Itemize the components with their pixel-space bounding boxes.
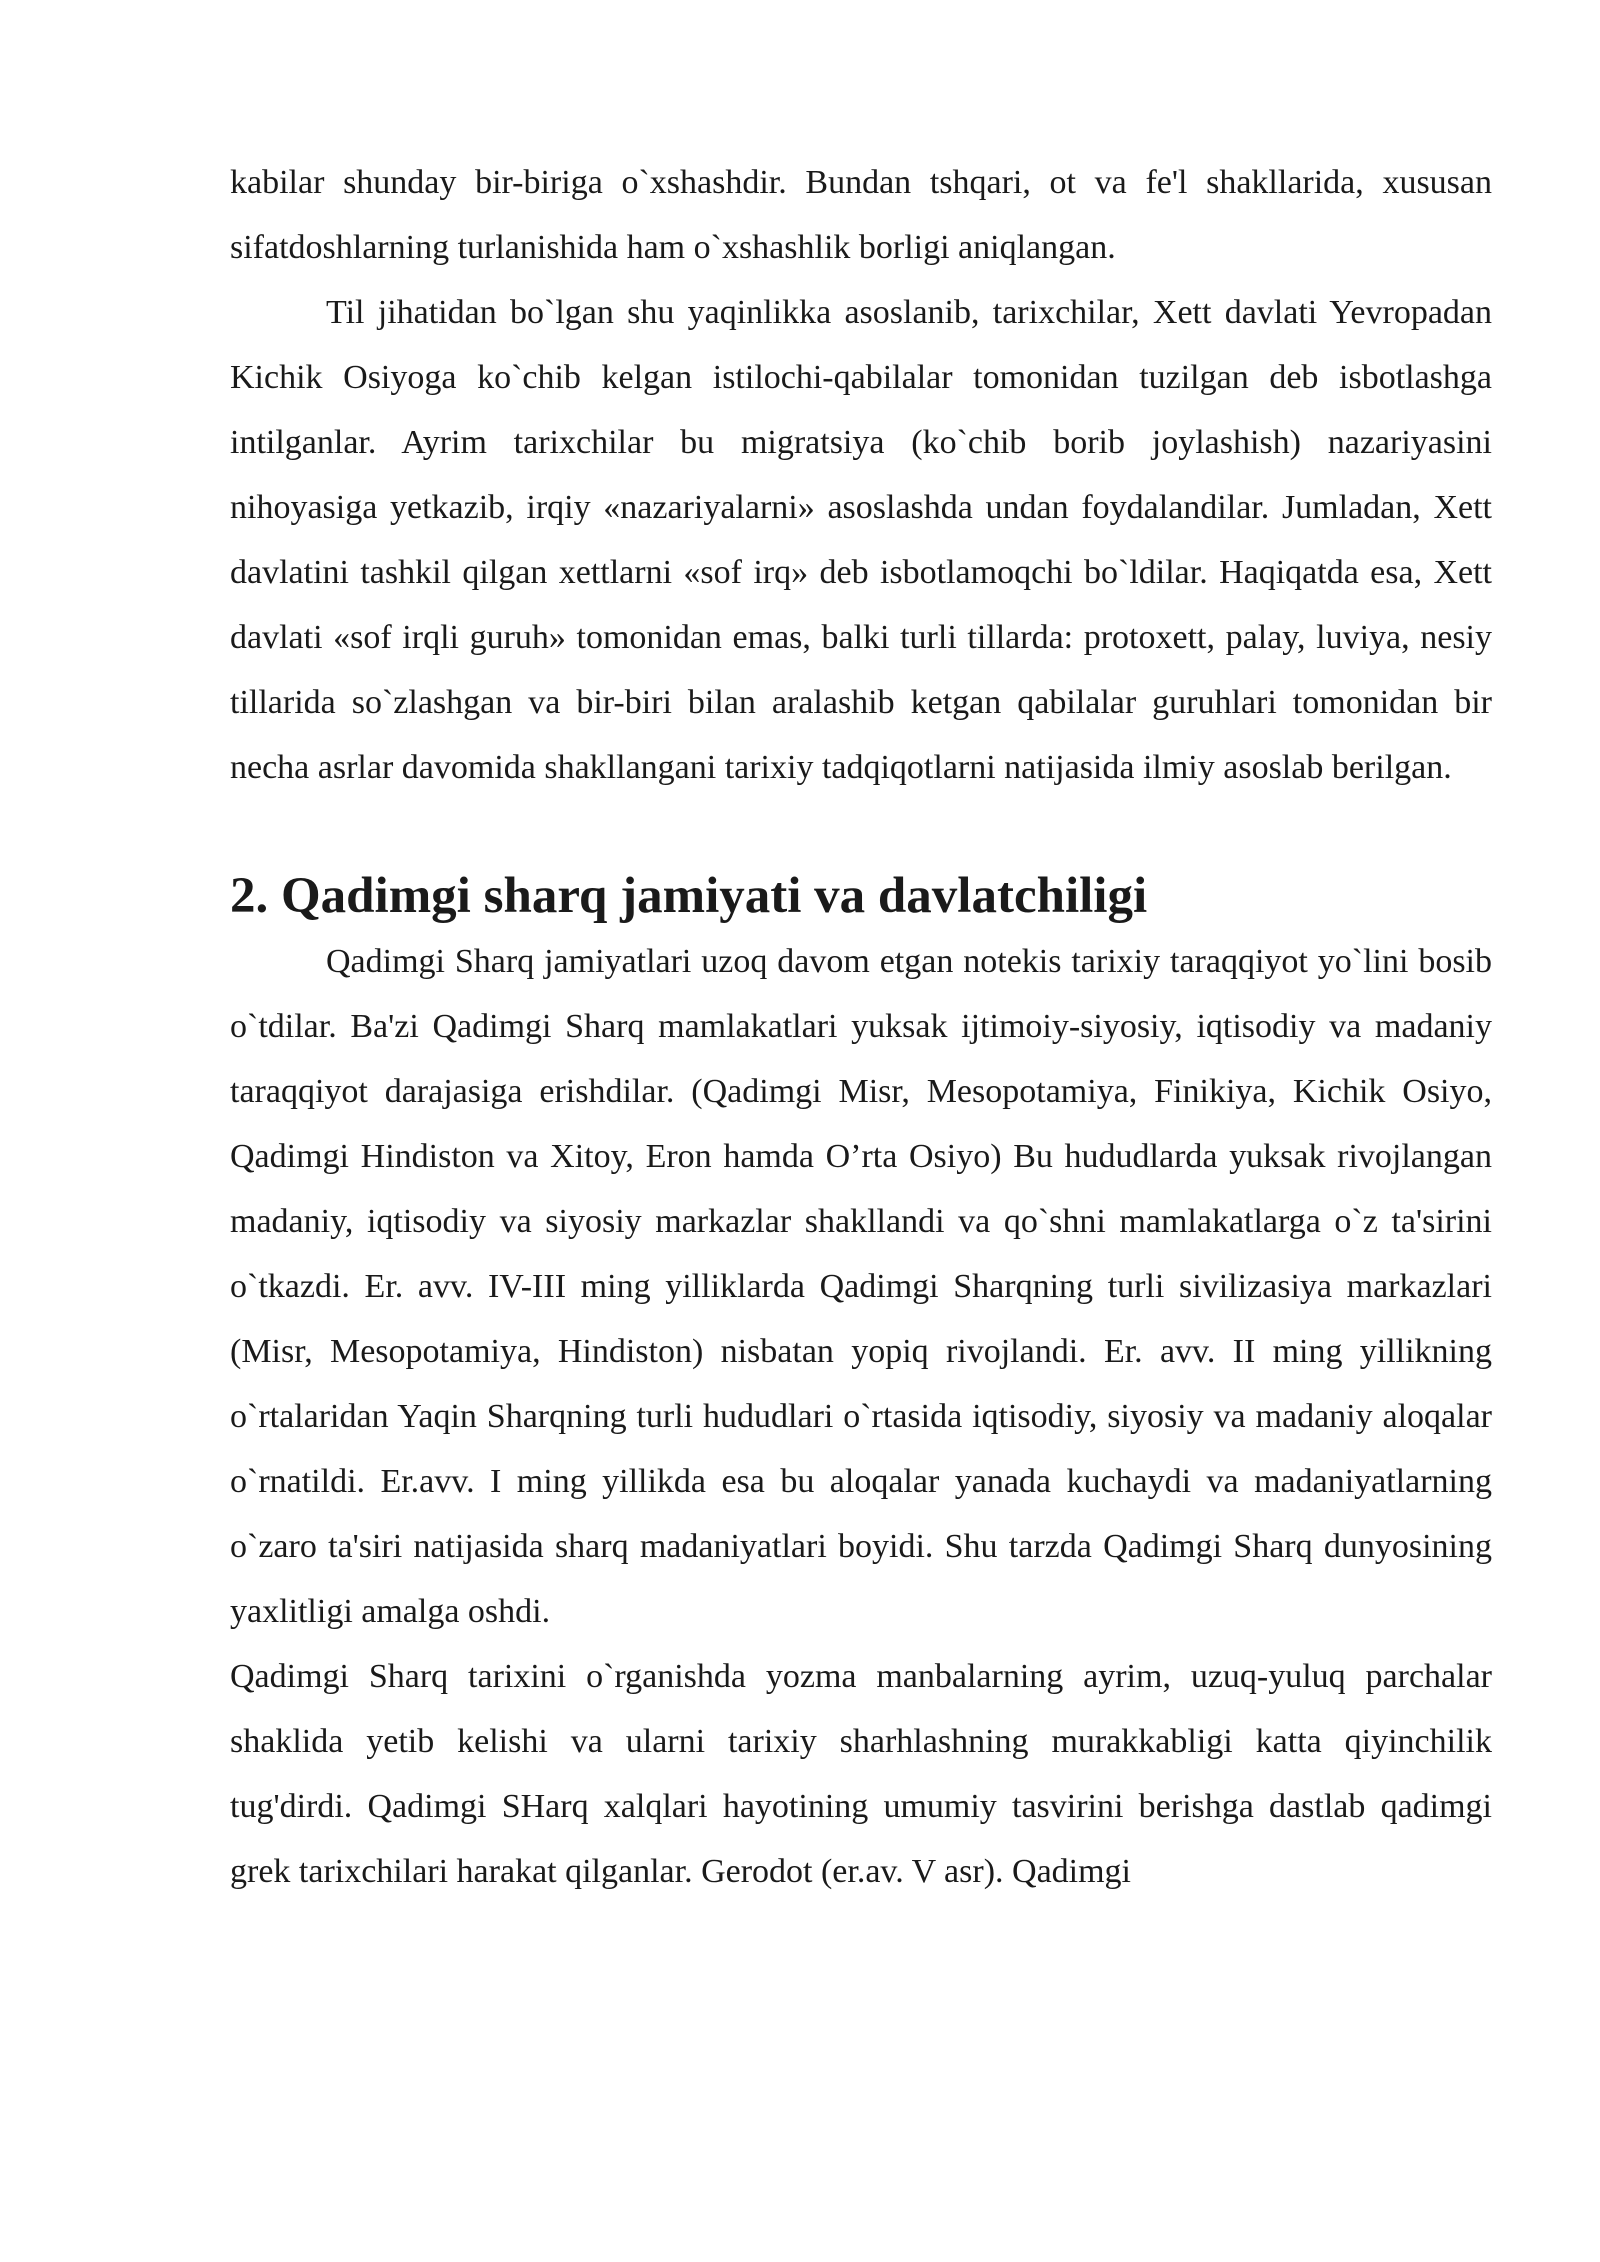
- document-page: [230, 150, 1492, 1904]
- paragraph-continuation: kabilar shunday bir-biriga o`xshashdir. Bundan tshqari, ot va fe'l shakllarida, xususan sifatdoshlarning turlanishida ham o`xshashlik borligi aniqlangan.: [230, 164, 1492, 266]
- paragraph-ancient-east-sources: Qadimgi Sharq tarixini o`rganishda yozma manbalarning ayrim, uzuq-yuluq parchalar shaklida yetib kelishi va ularni tarixiy sharhlashning murakkabligi katta qiyinchilik tug'dirdi. Qadimgi SHarq xalqlari hayotining umumiy tasvirini berishga dastlab qadimgi grek tarixchilari harakat qilganlar. Gerodot (er.av. V asr). Qadimgi: [230, 1658, 1492, 1890]
- paragraph-xett-state: Til jihatidan bo`lgan shu yaqinlikka asoslanib, tarixchilar, Xett davlati Yevropadan Kichik Osiyoga ko`chib kelgan istilochi-qabilalar tomonidan tuzilgan deb isbotlashga intilganlar. Ayrim tarixchilar bu migratsiya (ko`chib borib joylashish) nazariyasini nihoyasiga yetkazib, irqiy «nazariyalarni» asoslashda undan foydalandilar. Jumladan, Xett davlatini tashkil qilgan xettlarni «sof irq» deb isbotlamoqchi bo`ldilar. Haqiqatda esa, Xett davlati «sof irqli guruh» tomonidan emas, balki turli tillarda: protoxett, palay, luviya, nesiy tillarida so`zlashgan va bir-biri bilan aralashib ketgan qabilalar guruhlari tomonidan bir necha asrlar davomida shakllangani tarixiy tadqiqotlarni natijasida ilmiy asoslab berilgan.: [230, 294, 1492, 786]
- section-heading: 2. Qadimgi sharq jamiyati va davlatchiligi: [230, 868, 1148, 924]
- paragraph-ancient-east-societies: Qadimgi Sharq jamiyatlari uzoq davom etgan notekis tarixiy taraqqiyot yo`lini bosib o`tdilar. Ba'zi Qadimgi Sharq mamlakatlari yuksak ijtimoiy-siyosiy, iqtisodiy va madaniy taraqqiyot darajasiga erishdilar. (Qadimgi Misr, Mesopotamiya, Finikiya, Kichik Osiyo, Qadimgi Hindiston va Xitoy, Eron hamda O’rta Osiyo) Bu hududlarda yuksak rivojlangan madaniy, iqtisodiy va siyosiy markazlar shakllandi va qo`shni mamlakatlarga o`z ta'sirini o`tkazdi. Er. avv. IV-III ming yilliklarda Qadimgi Sharqning turli sivilizasiya markazlari (Misr, Mesopotamiya, Hindiston) nisbatan yopiq rivojlandi. Er. avv. II ming yillikning o`rtalaridan Yaqin Sharqning turli hududlari o`rtasida iqtisodiy, siyosiy va madaniy aloqalar o`rnatildi. Er.avv. I ming yillikda esa bu aloqalar yanada kuchaydi va madaniyatlarning o`zaro ta'siri natijasida sharq madaniyatlari boyidi. Shu tarzda Qadimgi Sharq dunyosining yaxlitligi amalga oshdi.: [230, 943, 1492, 1630]
